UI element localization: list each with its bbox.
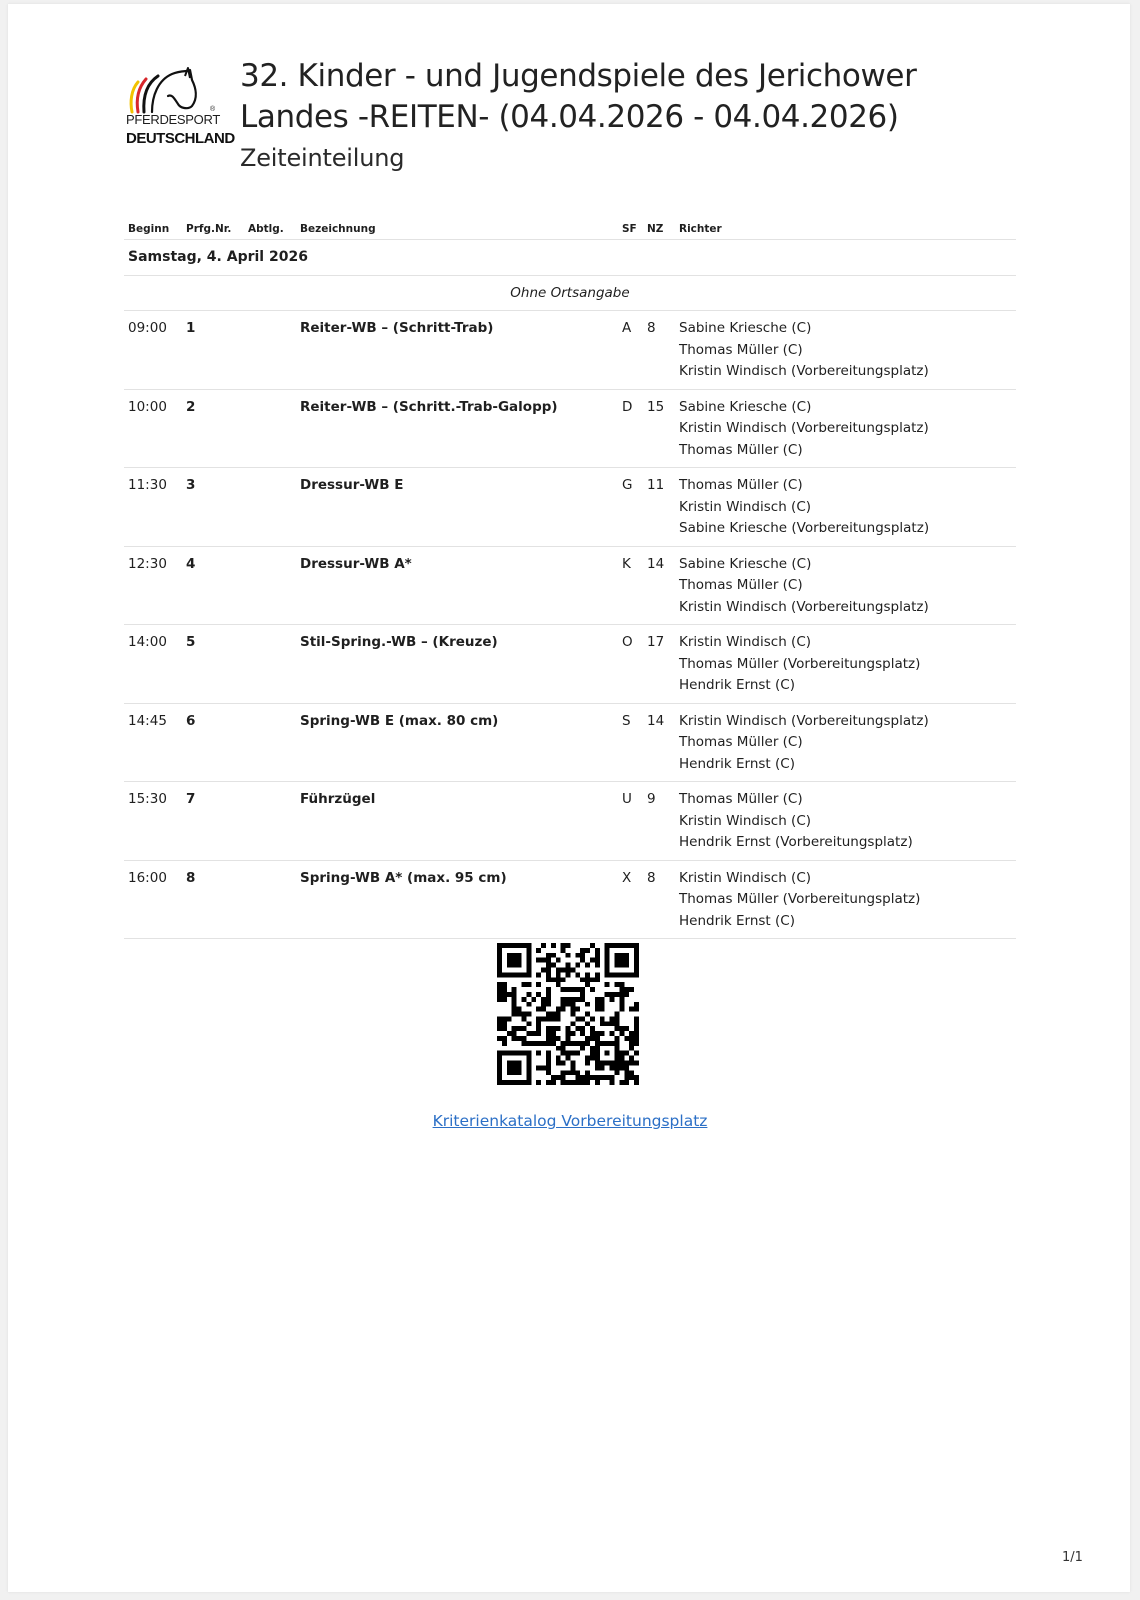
cell-nz: 14	[643, 546, 675, 625]
page-number: 1/1	[1062, 1550, 1083, 1565]
cell-beginn: 12:30	[124, 546, 182, 625]
cell-sf: S	[618, 703, 643, 782]
cell-prfg-nr: 7	[182, 782, 244, 861]
day-label: Samstag, 4. April 2026	[124, 240, 1016, 276]
cell-nz: 15	[643, 389, 675, 468]
column-header-prfg-nr: Prfg.Nr.	[182, 216, 244, 240]
cell-prfg-nr: 6	[182, 703, 244, 782]
judge-name: Hendrik Ernst (C)	[679, 677, 795, 693]
cell-nz: 14	[643, 703, 675, 782]
cell-prfg-nr: 5	[182, 625, 244, 704]
cell-prfg-nr: 3	[182, 468, 244, 547]
cell-abtlg	[244, 389, 296, 468]
location-label: Ohne Ortsangabe	[124, 275, 1016, 311]
cell-prfg-nr: 4	[182, 546, 244, 625]
cell-beginn: 11:30	[124, 468, 182, 547]
registered-mark: ®	[210, 106, 216, 113]
table-row	[124, 389, 1016, 468]
cell-abtlg	[244, 860, 296, 939]
cell-beginn: 16:00	[124, 860, 182, 939]
cell-prfg-nr: 2	[182, 389, 244, 468]
judge-name: Hendrik Ernst (C)	[679, 755, 795, 772]
cell-sf: A	[618, 311, 643, 390]
cell-beginn: 10:00	[124, 389, 182, 468]
column-header-richter: Richter	[675, 216, 1016, 240]
day-row	[124, 240, 1016, 276]
judge-name: Kristin Windisch (C)	[679, 869, 812, 886]
cell-abtlg	[244, 703, 296, 782]
cell-richter	[675, 625, 1016, 704]
pferdesport-deutschland-logo	[122, 66, 235, 152]
judge-name: Kristin Windisch (C)	[679, 498, 812, 515]
logo-line-2: DEUTSCHLAND	[126, 130, 235, 147]
kriterienkatalog-link[interactable]: Kriterienkatalog Vorbereitungsplatz	[432, 1112, 708, 1130]
judge-name: Thomas Müller (C)	[679, 577, 803, 593]
cell-sf: U	[618, 782, 643, 861]
table-row	[124, 468, 1016, 547]
logo-line-1: PFERDESPORT	[126, 112, 220, 127]
table-row	[124, 782, 1016, 861]
table-header-row	[124, 216, 1016, 240]
cell-bezeichnung: Spring-WB E (max. 80 cm)	[296, 703, 618, 782]
column-header-nz: NZ	[643, 216, 675, 240]
cell-prfg-nr: 8	[182, 860, 244, 939]
cell-richter	[675, 703, 1016, 782]
judge-name: Sabine Kriesche (C)	[679, 320, 812, 336]
cell-beginn: 14:00	[124, 625, 182, 704]
cell-abtlg	[244, 782, 296, 861]
cell-richter	[675, 468, 1016, 547]
cell-abtlg	[244, 546, 296, 625]
cell-beginn: 09:00	[124, 311, 182, 390]
judge-name: Sabine Kriesche (Vorbereitungsplatz)	[679, 520, 930, 536]
cell-nz: 11	[643, 468, 675, 547]
cell-beginn: 15:30	[124, 782, 182, 861]
cell-nz: 9	[643, 782, 675, 861]
page-subtitle: Zeiteinteilung	[240, 144, 405, 172]
cell-richter	[675, 389, 1016, 468]
judge-name: Kristin Windisch (Vorbereitungsplatz)	[679, 363, 929, 379]
cell-bezeichnung: Dressur-WB E	[296, 468, 618, 547]
cell-sf: G	[618, 468, 643, 547]
cell-bezeichnung: Führzügel	[296, 782, 618, 861]
judge-name: Kristin Windisch (C)	[679, 634, 812, 650]
horse-head-icon	[122, 66, 222, 116]
cell-abtlg	[244, 468, 296, 547]
cell-nz: 8	[643, 311, 675, 390]
judge-name: Hendrik Ernst (C)	[679, 912, 795, 929]
cell-bezeichnung: Spring-WB A* (max. 95 cm)	[296, 860, 618, 939]
cell-beginn: 14:45	[124, 703, 182, 782]
judge-name: Thomas Müller (C)	[679, 441, 803, 458]
judge-name: Sabine Kriesche (C)	[679, 555, 812, 572]
cell-sf: K	[618, 546, 643, 625]
cell-nz: 17	[643, 625, 675, 704]
cell-abtlg	[244, 311, 296, 390]
cell-bezeichnung: Reiter-WB – (Schritt.-Trab-Galopp)	[296, 389, 618, 468]
judge-name: Thomas Müller (C)	[679, 791, 803, 807]
table-row	[124, 625, 1016, 704]
table-row	[124, 311, 1016, 390]
column-header-beginn: Beginn	[124, 216, 182, 240]
cell-richter	[675, 860, 1016, 939]
judge-name: Kristin Windisch (C)	[679, 812, 812, 829]
cell-bezeichnung: Stil-Spring.-WB – (Kreuze)	[296, 625, 618, 704]
judge-name: Kristin Windisch (Vorbereitungsplatz)	[679, 598, 929, 615]
judge-name: Kristin Windisch (Vorbereitungsplatz)	[679, 712, 929, 729]
schedule-table	[124, 216, 1016, 939]
judge-name: Thomas Müller (Vorbereitungsplatz)	[679, 655, 921, 672]
judge-name: Thomas Müller (C)	[679, 341, 803, 358]
cell-sf: D	[618, 389, 643, 468]
table-row	[124, 546, 1016, 625]
cell-prfg-nr: 1	[182, 311, 244, 390]
cell-richter	[675, 782, 1016, 861]
judge-name: Thomas Müller (C)	[679, 477, 803, 493]
judge-name: Thomas Müller (Vorbereitungsplatz)	[679, 891, 921, 907]
cell-abtlg	[244, 625, 296, 704]
column-header-sf: SF	[618, 216, 643, 240]
column-header-abtlg: Abtlg.	[244, 216, 296, 240]
judge-name: Hendrik Ernst (Vorbereitungsplatz)	[679, 834, 913, 850]
cell-sf: O	[618, 625, 643, 704]
cell-sf: X	[618, 860, 643, 939]
judge-name: Sabine Kriesche (C)	[679, 398, 812, 415]
column-header-bezeichnung: Bezeichnung	[296, 216, 618, 240]
location-row	[124, 275, 1016, 311]
cell-bezeichnung: Reiter-WB – (Schritt-Trab)	[296, 311, 618, 390]
judge-name: Kristin Windisch (Vorbereitungsplatz)	[679, 420, 929, 436]
judge-name: Thomas Müller (C)	[679, 734, 803, 750]
page-title: 32. Kinder - und Jugendspiele des Jerichower Landes -REITEN- (04.04.2026 - 04.04.2026)	[240, 58, 917, 135]
cell-richter	[675, 311, 1016, 390]
table-row	[124, 703, 1016, 782]
cell-bezeichnung: Dressur-WB A*	[296, 546, 618, 625]
table-row	[124, 860, 1016, 939]
qr-code-icon[interactable]	[497, 943, 639, 1085]
cell-nz: 8	[643, 860, 675, 939]
cell-richter	[675, 546, 1016, 625]
